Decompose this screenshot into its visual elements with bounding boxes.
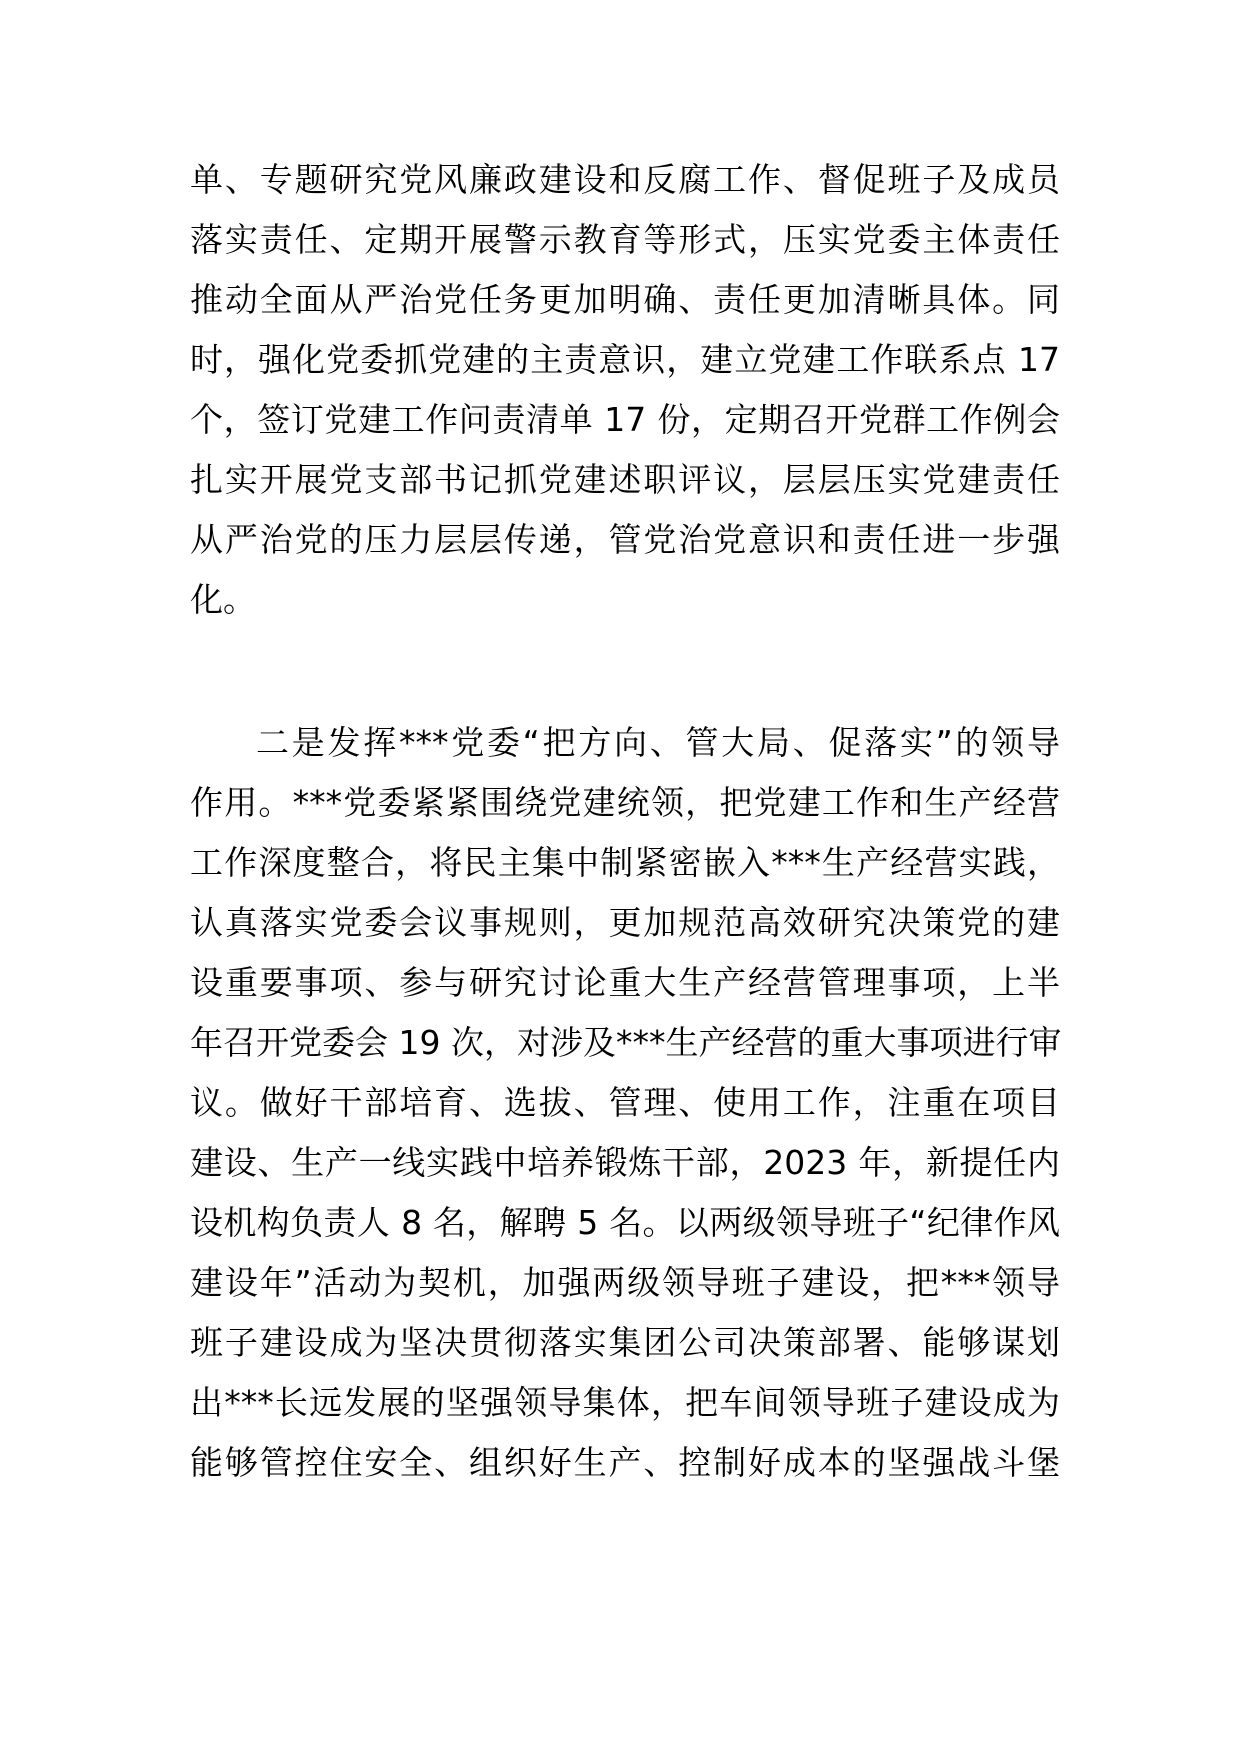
paragraph-2-line-1: 二是发挥***党委“把方向、管大局、促落实”的领导	[256, 723, 1060, 762]
paragraph-1-line-3: 推动全面从严治党任务更加明确、责任更加清晰具体。同	[190, 280, 1060, 319]
paragraph-1-line-8: 化。	[190, 580, 256, 619]
paragraph-1-line-7: 从严治党的压力层层传递，管党治党意识和责任进一步强	[190, 520, 1060, 559]
paragraph-2-line-5: 设重要事项、参与研究讨论重大生产经营管理事项，上半	[190, 963, 1060, 1002]
paragraph-1-line-5: 个，签订党建工作问责清单 17 份，定期召开党群工作例会	[190, 400, 1060, 439]
paragraph-1-line-1: 单、专题研究党风廉政建设和反腐工作、督促班子及成员	[190, 160, 1060, 199]
paragraph-2-line-3: 工作深度整合，将民主集中制紧密嵌入***生产经营实践，	[190, 843, 1060, 882]
paragraph-2-line-11: 班子建设成为坚决贯彻落实集团公司决策部署、能够谋划	[190, 1323, 1060, 1362]
paragraph-2-line-12: 出***长远发展的坚强领导集体，把车间领导班子建设成为	[190, 1383, 1060, 1422]
paragraph-2-line-10: 建设年”活动为契机，加强两级领导班子建设，把***领导	[190, 1263, 1060, 1302]
paragraph-2-line-7: 议。做好干部培育、选拔、管理、使用工作，注重在项目	[190, 1083, 1060, 1122]
paragraph-1-line-4: 时，强化党委抓党建的主责意识，建立党建工作联系点 17	[190, 340, 1060, 379]
paragraph-2-line-4: 认真落实党委会议事规则，更加规范高效研究决策党的建	[190, 903, 1060, 942]
paragraph-2-line-13: 能够管控住安全、组织好生产、控制好成本的坚强战斗堡	[190, 1443, 1060, 1482]
paragraph-1-line-2: 落实责任、定期开展警示教育等形式，压实党委主体责任	[190, 220, 1060, 259]
paragraph-2-line-9: 设机构负责人 8 名，解聘 5 名。以两级领导班子“纪律作风	[190, 1203, 1060, 1242]
paragraph-1-line-6: 扎实开展党支部书记抓党建述职评议，层层压实党建责任	[190, 460, 1060, 499]
paragraph-2-line-8: 建设、生产一线实践中培养锻炼干部，2023 年，新提任内	[190, 1143, 1060, 1182]
paragraph-2-line-6: 年召开党委会 19 次，对涉及***生产经营的重大事项进行审	[190, 1023, 1062, 1062]
paragraph-2-line-2: 作用。***党委紧紧围绕党建统领，把党建工作和生产经营	[190, 783, 1060, 822]
